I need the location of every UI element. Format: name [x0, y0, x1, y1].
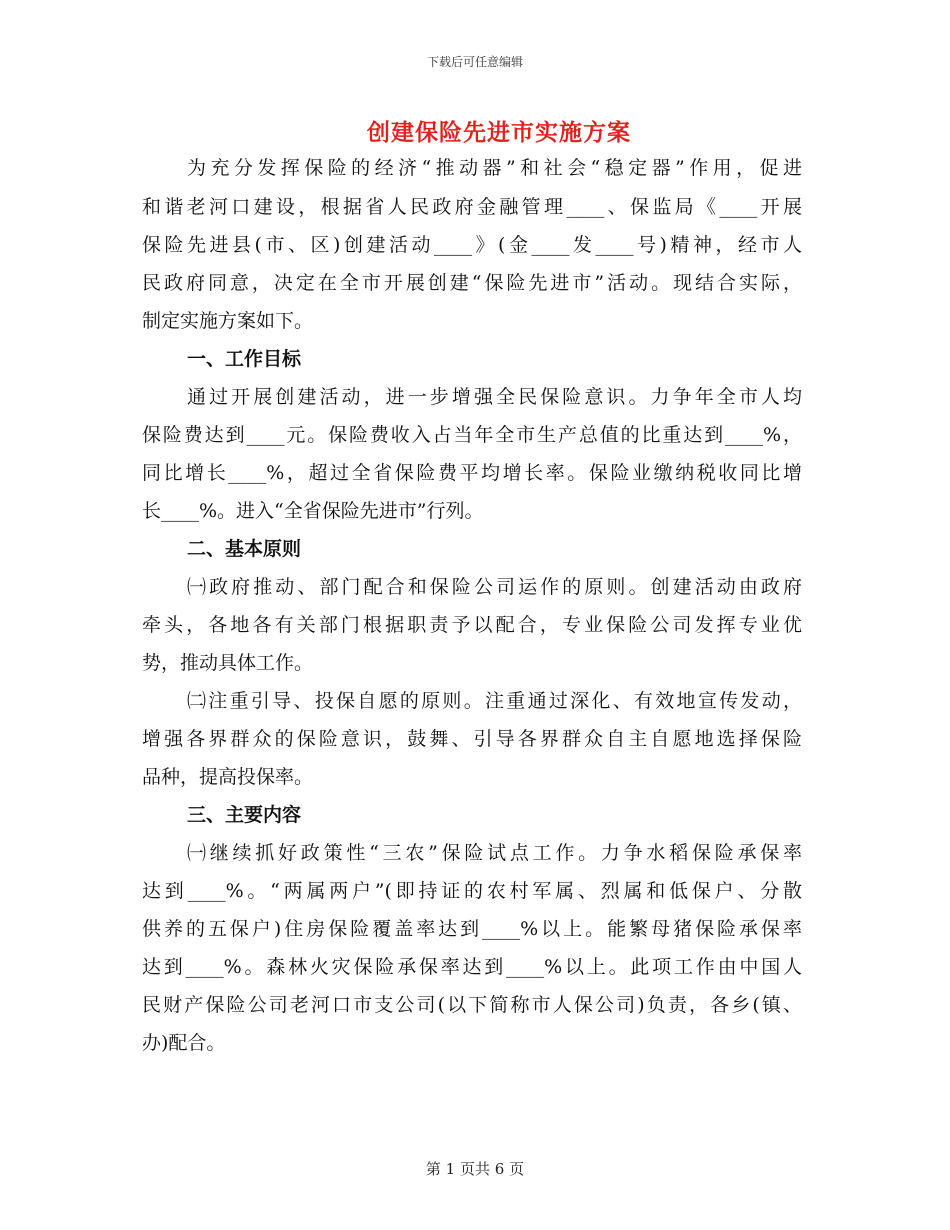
section2-para2-line: 增强各界群众的保险意识，鼓舞、引导各界群众自主自愿地选择保险	[142, 728, 802, 750]
header-note: 下载后可任意编辑	[426, 55, 523, 69]
section3-line: 办)配合。	[142, 1032, 226, 1054]
section2-para1-line: 牵头，各地各有关部门根据职责予以配合，专业保险公司发挥专业优	[142, 614, 802, 636]
section3-line: ㈠继续抓好政策性“三农”保险试点工作。力争水稻保险承保率	[187, 842, 802, 864]
page-footer: 第 1 页共 6 页	[425, 1160, 525, 1178]
section-heading-content: 三、主要内容	[187, 804, 302, 826]
intro-line: 保险先进县(市、区)创建活动____》(金____发____号)精神，经市人	[142, 234, 802, 256]
document-title: 创建保险先进市实施方案	[367, 119, 631, 146]
section2-para2-line: ㈡注重引导、投保自愿的原则。注重通过深化、有效地宣传发动，	[187, 690, 802, 712]
section1-line: 保险费达到____元。保险费收入占当年全市生产总值的比重达到____%，	[142, 424, 802, 446]
section3-line: 达到____%。森林火灾保险承保率达到____%以上。此项工作由中国人	[142, 956, 802, 978]
section3-line: 供养的五保户)住房保险覆盖率达到____%以上。能繁母猪保险承保率	[142, 918, 802, 940]
section2-para2-line: 品种，提高投保率。	[142, 766, 314, 788]
section2-para1-line: 势，推动具体工作。	[142, 652, 314, 674]
intro-line: 制定实施方案如下。	[142, 310, 314, 332]
section-heading-goals: 一、工作目标	[187, 348, 302, 370]
section3-line: 民财产保险公司老河口市支公司(以下简称市人保公司)负责，各乡(镇、	[142, 994, 802, 1016]
section1-line: 同比增长____%，超过全省保险费平均增长率。保险业缴纳税收同比增	[142, 462, 802, 484]
section-heading-principles: 二、基本原则	[187, 538, 302, 560]
section2-para1-line: ㈠政府推动、部门配合和保险公司运作的原则。创建活动由政府	[187, 576, 802, 598]
intro-line: 和谐老河口建设，根据省人民政府金融管理____、保监局《____开展	[142, 196, 802, 218]
intro-line: 民政府同意，决定在全市开展创建“保险先进市”活动。现结合实际，	[142, 272, 802, 294]
section3-line: 达到____%。“两属两户”(即持证的农村军属、烈属和低保户、分散	[142, 880, 802, 902]
section1-line: 通过开展创建活动，进一步增强全民保险意识。力争年全市人均	[187, 386, 802, 408]
section1-line: 长____%。进入“全省保险先进市”行列。	[142, 500, 484, 522]
intro-line: 为充分发挥保险的经济“推动器”和社会“稳定器”作用，促进	[187, 157, 802, 179]
